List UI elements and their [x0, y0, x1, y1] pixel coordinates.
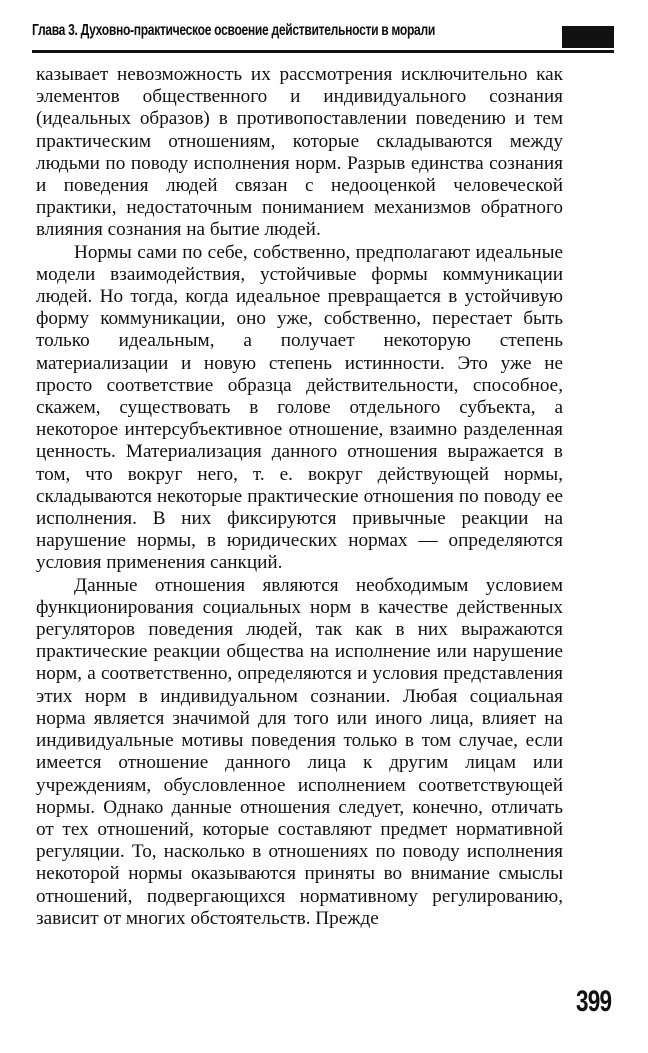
paragraph: Нормы сами по себе, собственно, предполагают идеальные модели взаимодействия, устойчивые формы коммуникации людей. Но тогда, когда идеальное превращается в устойчивую форму коммуникации, оно уже, собственно, перестает быть только идеальным, а получает некоторую степень материализации и новую степень истинности. Это уже не просто соответствие образца действительности, способное, скажем, существовать в голове отдельного субъекта, а некоторое интерсубъективное отношение, взаимно разделенная ценность. Материализация данного отношения выражается в том, что вокруг него, т. е. вокруг действующей нормы, складываются некоторые практические отношения по поводу ее исполнения. В них фиксируются привычные реакции на нарушение нормы, в юридических нормах — определяются условия применения санкций.	[36, 241, 563, 574]
paragraph: Данные отношения являются необходимым условием функционирования социальных норм в качестве действенных регуляторов поведения людей, так как в них выражаются практические реакции общества на исполнение или нарушение норм, а соответственно, определяются и условия представления этих норм в индивидуальном сознании. Любая социальная норма является значимой для того или иного лица, влияет на индивидуальные мотивы поведения только в том случае, если имеется отношение данного лица к другим лицам или учреждениям, обусловленное исполнением соответствующей нормы. Однако данные отношения следует, конечно, отличать от тех отношений, которые составляют предмет нормативной регуляции. То, насколько в отношениях по поводу исполнения некоторой нормы оказываются приняты во внимание смыслы отношений, подвергающихся нормативному регулированию, зависит от многих обстоятельств. Прежде	[36, 574, 563, 929]
page-number: 399	[576, 985, 612, 1018]
running-header: Глава 3. Духовно-практическое освоение действительности в морали	[32, 22, 435, 39]
header-rule	[32, 50, 614, 53]
header-decorative-bar	[562, 26, 614, 48]
paragraph-continuation: казывает невозможность их рассмотрения исключительно как элементов общественного и индивидуального сознания (идеальных образов) в противопоставлении поведению и тем практическим отношениям, которые складываются между людьми по поводу исполнения норм. Разрыв единства сознания и поведения людей связан с недооценкой человеческой практики, недостаточным пониманием механизмов обратного влияния сознания на бытие людей.	[36, 64, 563, 241]
body-text	[36, 64, 563, 930]
